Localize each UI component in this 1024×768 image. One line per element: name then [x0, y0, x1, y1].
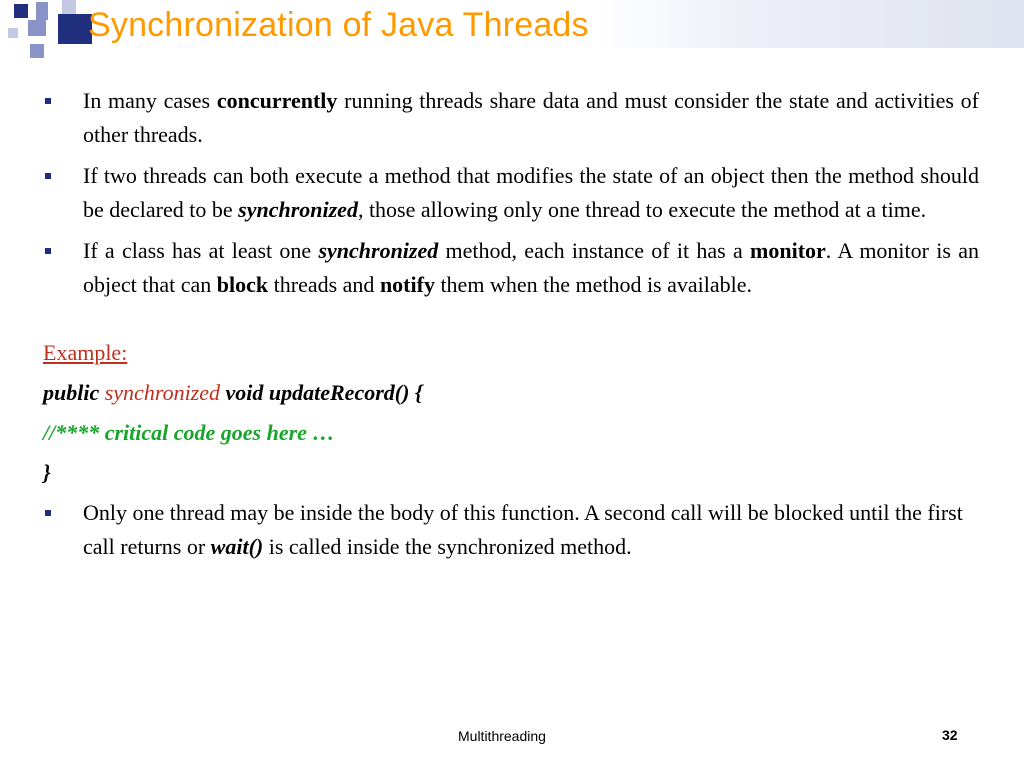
code-keyword-synchronized: synchronized: [104, 380, 221, 405]
bullet-text: Only one thread may be inside the body of this function. A second call will be blocked until the first call returns or: [83, 500, 963, 559]
bullet-text: threads and: [268, 272, 380, 297]
slide-logo-squares: [0, 0, 100, 64]
logo-square: [28, 20, 46, 36]
bullet-text: If a class has at least one: [83, 238, 319, 263]
bold-term-block: block: [216, 272, 269, 297]
example-label: Example:: [43, 340, 128, 365]
keyword-synchronized: synchronized: [318, 238, 439, 263]
footer-title: Multithreading: [458, 728, 546, 744]
bullet-square-icon: [45, 510, 51, 516]
bold-term-monitor: monitor: [750, 238, 826, 263]
code-line-comment: //**** critical code goes here …: [43, 420, 335, 445]
code-line-closing-brace: }: [43, 460, 51, 485]
logo-square: [62, 0, 76, 14]
bullet-text: . A monitor is an object that can: [83, 238, 979, 297]
bullet-text: them when the method is available.: [434, 272, 753, 297]
logo-square: [36, 2, 48, 20]
bold-term-notify: notify: [379, 272, 435, 297]
bullet-text: running threads share data and must consider the state and activities of other threads.: [83, 88, 980, 147]
bullet-text: If two threads can both execute a method that modifies the state of an object then the method should be declared to be: [83, 163, 979, 222]
logo-square: [14, 4, 28, 18]
bullet-list: [43, 84, 979, 302]
bullet-square-icon: [45, 98, 51, 104]
logo-square: [58, 14, 92, 44]
keyword-wait: wait(): [210, 534, 264, 559]
logo-square: [30, 44, 44, 58]
code-token: public: [43, 380, 105, 405]
bullet-text: method, each instance of it has a: [438, 238, 751, 263]
bullet-list-final: [43, 496, 979, 564]
bullet-text: is called inside the synchronized method.: [263, 534, 632, 559]
page-number: 32: [942, 727, 958, 743]
bullet-item: [43, 496, 979, 564]
code-token: void updateRecord() {: [220, 380, 423, 405]
bullet-square-icon: [45, 248, 51, 254]
bullet-square-icon: [45, 173, 51, 179]
code-line-signature: [43, 376, 979, 410]
bullet-item: [43, 84, 979, 152]
slide-title: Synchronization of Java Threads: [88, 6, 589, 44]
bullet-item: [43, 159, 979, 227]
bullet-text: , those allowing only one thread to execute the method at a time.: [357, 197, 927, 222]
bullet-item: [43, 234, 979, 302]
bullet-text: In many cases: [83, 88, 217, 113]
logo-square: [8, 28, 18, 38]
keyword-synchronized: synchronized: [238, 197, 358, 222]
slide-content: [43, 84, 979, 571]
bold-term: concurrently: [216, 88, 338, 113]
